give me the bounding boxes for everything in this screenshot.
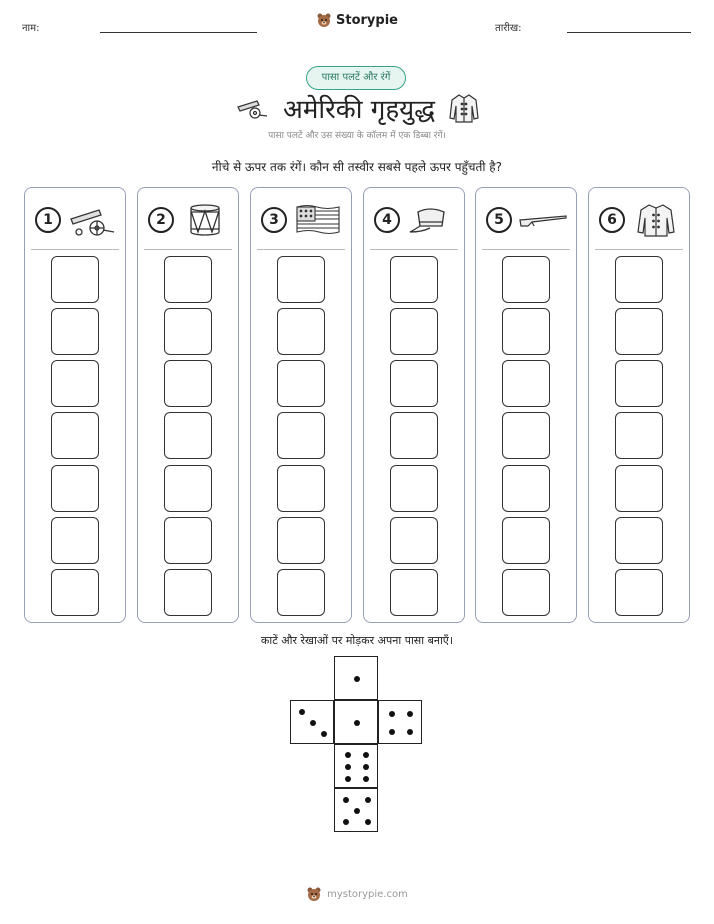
color-box[interactable] (502, 465, 550, 512)
color-box[interactable] (164, 569, 212, 616)
cannon-icon (235, 95, 269, 121)
column-number: 5 (486, 207, 512, 233)
color-box[interactable] (390, 569, 438, 616)
color-box[interactable] (51, 465, 99, 512)
cannon-icon (67, 202, 117, 238)
drum-icon (180, 202, 230, 238)
die-pip (389, 729, 395, 735)
die-pip (389, 711, 395, 717)
column-number: 3 (261, 207, 287, 233)
column-3 (250, 187, 352, 623)
color-box[interactable] (502, 256, 550, 303)
color-box[interactable] (164, 517, 212, 564)
die-pip (343, 819, 349, 825)
color-box[interactable] (51, 569, 99, 616)
color-box[interactable] (164, 308, 212, 355)
color-box[interactable] (277, 517, 325, 564)
musket-icon (518, 202, 568, 238)
column-divider (595, 249, 683, 250)
color-box[interactable] (615, 569, 663, 616)
color-box[interactable] (615, 465, 663, 512)
die-pip (345, 776, 351, 782)
column-header (261, 202, 343, 238)
column-number: 4 (374, 207, 400, 233)
color-box[interactable] (615, 308, 663, 355)
name-line (100, 32, 257, 33)
brand-name: Storypie (336, 12, 398, 28)
bear-mascot-icon (306, 886, 322, 902)
die-pip (354, 676, 360, 682)
die-pip (345, 752, 351, 758)
color-box[interactable] (502, 360, 550, 407)
color-box[interactable] (51, 308, 99, 355)
color-box[interactable] (51, 360, 99, 407)
color-box[interactable] (51, 412, 99, 459)
color-box[interactable] (164, 256, 212, 303)
footer-url: mystorypie.com (327, 888, 408, 900)
color-box[interactable] (502, 517, 550, 564)
die-pip (299, 709, 305, 715)
die-face-1 (334, 700, 378, 744)
column-number: 6 (599, 207, 625, 233)
color-box[interactable] (390, 465, 438, 512)
color-box[interactable] (164, 465, 212, 512)
die-face-4 (378, 700, 422, 744)
die-pip (343, 797, 349, 803)
color-box[interactable] (615, 412, 663, 459)
color-box[interactable] (615, 517, 663, 564)
name-label: नाम: (22, 23, 40, 34)
die-pip (363, 752, 369, 758)
die-pip (363, 764, 369, 770)
color-box[interactable] (615, 360, 663, 407)
die-pip (321, 731, 327, 737)
color-box[interactable] (277, 308, 325, 355)
die-face-3 (290, 700, 334, 744)
color-box[interactable] (390, 412, 438, 459)
die-face-5 (334, 788, 378, 832)
date-label: तारीख: (495, 23, 522, 34)
color-box[interactable] (615, 256, 663, 303)
color-box[interactable] (502, 412, 550, 459)
column-divider (31, 249, 119, 250)
activity-badge: पासा पलटें और रंगें (306, 66, 406, 90)
color-box[interactable] (164, 412, 212, 459)
footer (0, 886, 714, 902)
color-box[interactable] (277, 360, 325, 407)
die-pip (365, 819, 371, 825)
uniform-coat-icon (449, 92, 479, 124)
brand-logo (0, 12, 714, 28)
die-face-1 (334, 656, 378, 700)
column-5 (475, 187, 577, 623)
die-pip (310, 720, 316, 726)
column-header (374, 202, 456, 238)
title-row (0, 90, 714, 126)
column-6 (588, 187, 690, 623)
flag-icon (293, 202, 343, 238)
date-line (567, 32, 691, 33)
cut-instruction: काटें और रेखाओं पर मोड़कर अपना पासा बनाएँ। (260, 634, 454, 647)
bear-mascot-icon (316, 12, 332, 28)
instruction-text: नीचे से ऊपर तक रंगें। कौन सी तस्वीर सबसे पहले ऊपर पहुँचती है? (211, 160, 503, 174)
die-pip (363, 776, 369, 782)
page-subtitle: पासा पलटें और उस संख्या के कॉलम में एक डिब्बा रंगें। (268, 131, 446, 141)
color-box[interactable] (502, 308, 550, 355)
color-box[interactable] (502, 569, 550, 616)
die-pip (354, 808, 360, 814)
column-header (486, 202, 568, 238)
column-divider (370, 249, 458, 250)
column-header (599, 202, 681, 238)
column-number: 2 (148, 207, 174, 233)
kepi-cap-icon (406, 202, 456, 238)
uniform-coat-icon (631, 202, 681, 238)
color-box[interactable] (164, 360, 212, 407)
column-number: 1 (35, 207, 61, 233)
color-box[interactable] (51, 256, 99, 303)
column-divider (257, 249, 345, 250)
page-title: अमेरिकी गृहयुद्ध (282, 95, 436, 125)
color-box[interactable] (277, 412, 325, 459)
color-box[interactable] (390, 517, 438, 564)
column-header (148, 202, 230, 238)
column-divider (482, 249, 570, 250)
die-pip (407, 729, 413, 735)
column-divider (144, 249, 232, 250)
color-box[interactable] (51, 517, 99, 564)
die-pip (365, 797, 371, 803)
column-1 (24, 187, 126, 623)
color-box[interactable] (277, 256, 325, 303)
column-4 (363, 187, 465, 623)
die-pip (407, 711, 413, 717)
color-box[interactable] (390, 360, 438, 407)
color-box[interactable] (277, 569, 325, 616)
column-header (35, 202, 117, 238)
color-box[interactable] (390, 308, 438, 355)
color-box[interactable] (390, 256, 438, 303)
die-face-6 (334, 744, 378, 788)
die-pip (354, 720, 360, 726)
die-pip (345, 764, 351, 770)
column-2 (137, 187, 239, 623)
color-box[interactable] (277, 465, 325, 512)
